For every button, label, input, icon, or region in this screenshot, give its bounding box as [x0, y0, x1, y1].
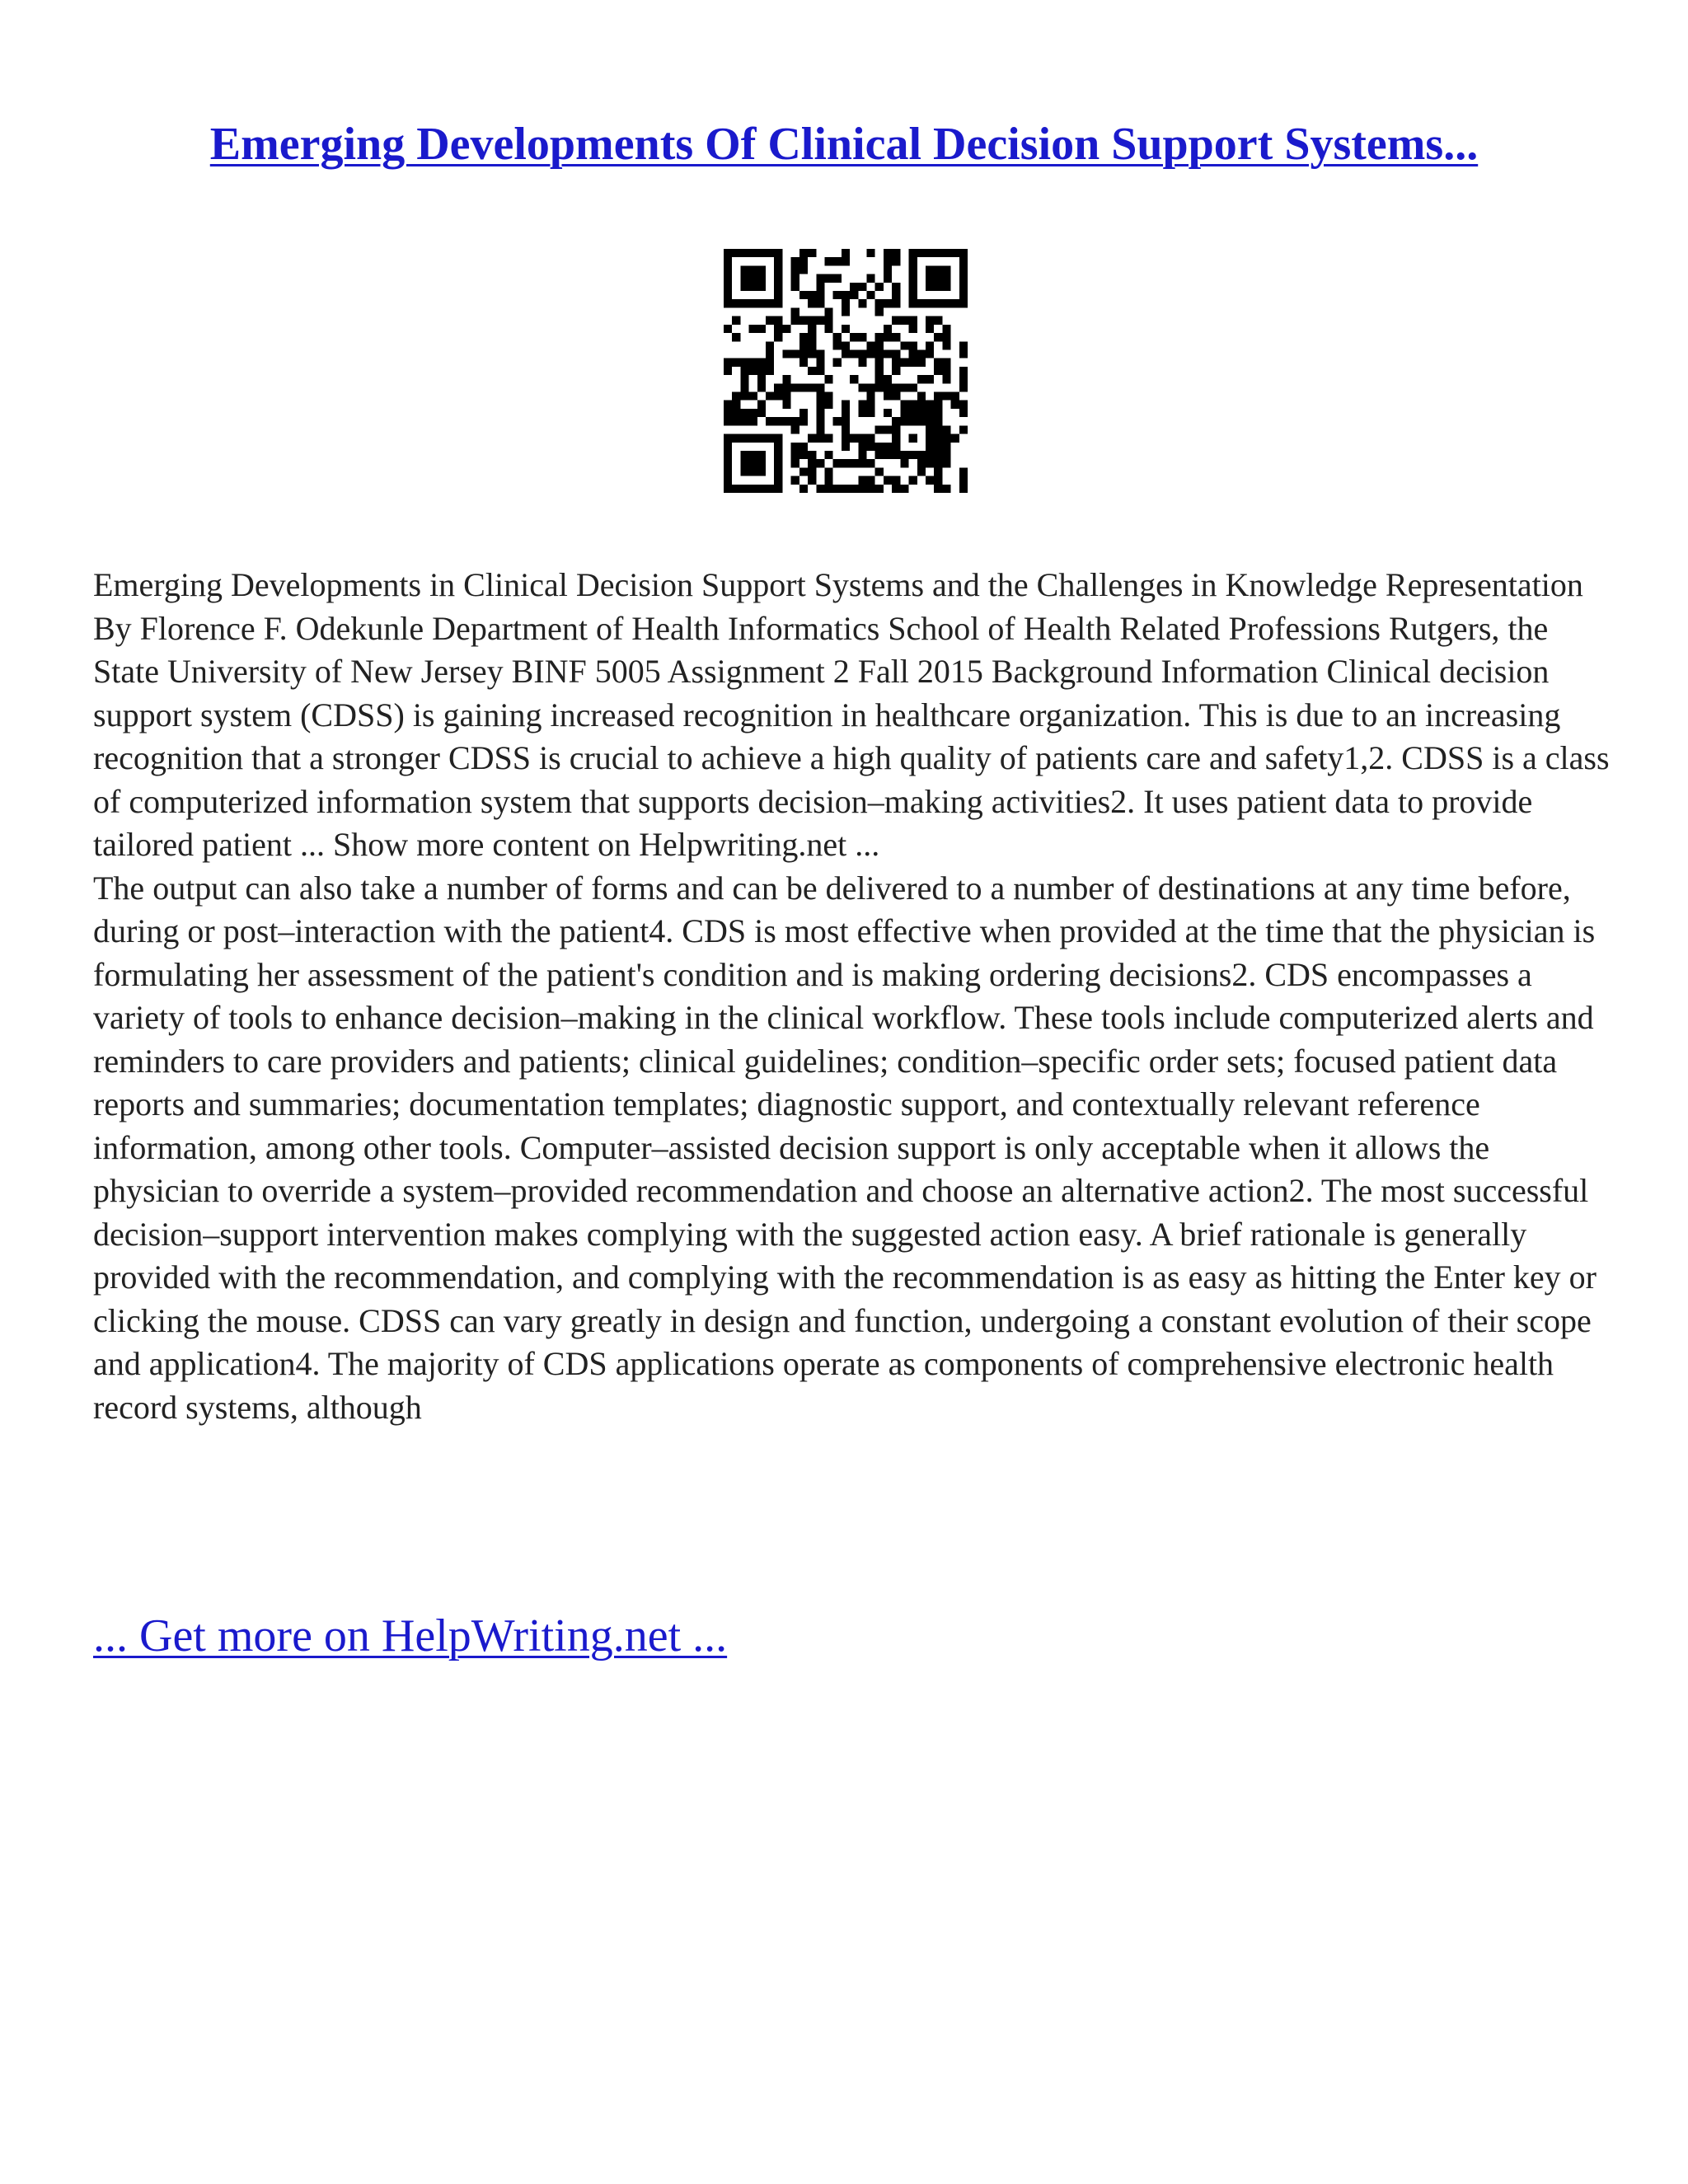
body-paragraph-2: The output can also take a number of forms and can be delivered to a number of destinations at any time before, during or post–interaction with the patient4. CDS is most effective when provided at the time that the physician is formulating her assessment of the patient's condition and is making ordering decisions2. CDS encompasses a variety of tools to enhance decision–making in the clinical workflow. These tools include computerized alerts and reminders to care providers and patients; clinical guidelines; condition–specific order sets; focused patient data reports and summaries; documentation templates; diagnostic support, and contextually relevant reference information, among other tools. Computer–assisted decision support is only acceptable when it allows the physician to override a system–provided recommendation and choose an alternative action2. The most successful decision–support intervention makes complying with the suggested action easy. A brief rationale is generally provided with the recommendation, and complying with the recommendation is as easy as hitting the Enter key or clicking the mouse. CDSS can vary greatly in design and function, undergoing a constant evolution of their scope and application4. The majority of CDS applications operate as components of comprehensive electronic health record systems, although: [93, 869, 1597, 1426]
document-title: [0, 115, 1688, 173]
document-body: [93, 564, 1610, 1429]
get-more-link[interactable]: ... Get more on HelpWriting.net ...: [93, 1610, 728, 1661]
get-more-link-container: [93, 1607, 727, 1665]
body-paragraph-1: Emerging Developments in Clinical Decision Support Systems and the Challenges in Knowledge Representation By Florence F. Odekunle Department of Health Informatics School of Health Related Professions Rutgers, the State University of New Jersey BINF 5005 Assignment 2 Fall 2015 Background Information Clinical decision support system (CDSS) is gaining increased recognition in healthcare organization. This is due to an increasing recognition that a stronger CDSS is crucial to achieve a high quality of patients care and safety1,2. CDSS is a class of computerized information system that supports decision–making activities2. It uses patient data to provide tailored patient ... Show more content on Helpwriting.net ...: [93, 566, 1610, 863]
title-link[interactable]: Emerging Developments Of Clinical Decision Support Systems...: [209, 119, 1479, 170]
qr-code-icon: [724, 249, 968, 493]
